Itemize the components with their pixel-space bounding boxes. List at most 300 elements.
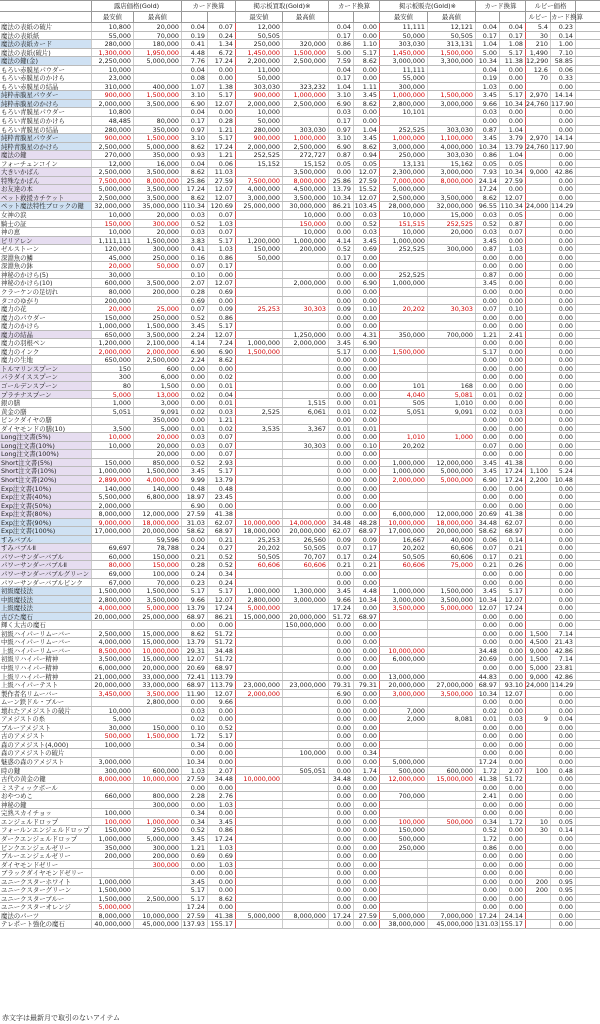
price-cell: 113.79	[208, 673, 236, 681]
price-cell	[428, 673, 476, 681]
price-cell: 1.03	[476, 83, 500, 91]
price-cell	[380, 664, 428, 672]
price-cell: 0.00	[551, 433, 576, 441]
price-cell: 0.00	[551, 356, 576, 364]
table-body	[0, 23, 600, 929]
price-cell: 3.45	[476, 467, 500, 475]
price-cell: 0.03	[182, 211, 208, 219]
price-cell: 0.00	[500, 356, 526, 364]
price-cell: 150,000	[92, 459, 134, 467]
price-cell: 41.38	[500, 459, 526, 467]
price-cell: 0.00	[354, 732, 380, 740]
item-name: もろい青膜星のかけら	[0, 117, 92, 125]
price-cell: 33,000,000	[134, 681, 182, 689]
price-cell	[428, 314, 476, 322]
price-cell	[134, 66, 182, 74]
price-cell: 24,000	[526, 681, 551, 689]
price-cell: 0.00	[182, 416, 208, 424]
price-cell	[134, 758, 182, 766]
price-cell: 25,000	[134, 305, 182, 313]
price-cell: 113.79	[208, 681, 236, 689]
price-cell: 0.69	[182, 297, 208, 305]
price-cell: 10.34	[354, 596, 380, 604]
price-cell: 0.07	[182, 305, 208, 313]
price-cell: 1.21	[208, 126, 236, 134]
price-cell: 68.97	[208, 664, 236, 672]
price-cell: 0.04	[476, 66, 500, 74]
price-cell: 0.00	[354, 698, 380, 706]
price-cell: 23,000,000	[236, 681, 283, 689]
price-cell	[526, 485, 551, 493]
price-cell	[526, 382, 551, 390]
price-cell: 200	[526, 878, 551, 886]
header-group-3: 掲示板買取(Gold)※	[236, 1, 329, 11]
price-cell: 0.00	[329, 801, 354, 809]
price-cell: 1.74	[354, 767, 380, 775]
price-cell: 7,500,000	[92, 177, 134, 185]
item-name: もろい赤膜星パウダー	[0, 66, 92, 74]
price-cell: 10,000	[92, 433, 134, 441]
price-cell	[428, 878, 476, 886]
price-cell	[283, 66, 329, 74]
price-cell: 0.00	[500, 792, 526, 800]
price-cell: 650,000	[92, 331, 134, 339]
price-cell: 0.00	[354, 450, 380, 458]
price-cell: 200,000	[92, 297, 134, 305]
price-cell	[428, 237, 476, 245]
price-cell: 17.24	[476, 912, 500, 920]
price-cell: 10,800	[92, 23, 134, 31]
table-row	[0, 527, 600, 536]
price-cell: 20,000	[134, 211, 182, 219]
table-row	[0, 271, 600, 280]
price-cell	[380, 878, 428, 886]
item-name: Short注文書(10%)	[0, 467, 92, 475]
price-cell	[526, 108, 551, 116]
price-cell: 150,000	[134, 724, 182, 732]
price-cell: 86.21	[208, 613, 236, 621]
price-cell: 11.38	[500, 57, 526, 65]
price-cell: 0.06	[208, 160, 236, 168]
price-cell: 0.00	[500, 493, 526, 501]
price-cell: 50,505	[380, 553, 428, 561]
table-row	[0, 151, 600, 160]
price-cell: 0.00	[500, 724, 526, 732]
price-cell: 0.03	[329, 108, 354, 116]
price-cell	[283, 690, 329, 698]
price-cell: 2,500,000	[283, 143, 329, 151]
price-cell: 0.00	[476, 579, 500, 587]
item-name: 魔法の鍵(金)	[0, 57, 92, 65]
price-cell: 0.00	[551, 391, 576, 399]
price-cell: 1,300,000	[283, 587, 329, 595]
price-cell: 0.00	[329, 784, 354, 792]
price-cell: 0.00	[208, 784, 236, 792]
price-cell: 151,515	[380, 220, 428, 228]
price-cell: 0.04	[208, 391, 236, 399]
price-cell	[236, 493, 283, 501]
price-cell: 110.34	[500, 202, 526, 210]
price-cell: 1,500,000	[134, 587, 182, 595]
price-cell: 0.00	[329, 331, 354, 339]
item-name: 魔力の生地	[0, 356, 92, 364]
price-cell: 3.45	[476, 459, 500, 467]
price-cell: 60,606	[428, 544, 476, 552]
price-cell: 100,000	[92, 818, 134, 826]
price-cell: 8,000,000	[134, 177, 182, 185]
price-cell: 27.59	[182, 912, 208, 920]
price-cell: 3,500,000	[134, 279, 182, 287]
price-cell	[380, 749, 428, 757]
price-cell: 2.07	[182, 279, 208, 287]
price-cell: 0.00	[329, 715, 354, 723]
price-cell: 0.87	[476, 245, 500, 253]
price-cell: 1,500,000	[428, 587, 476, 595]
price-cell	[236, 485, 283, 493]
price-cell	[236, 707, 283, 715]
price-cell: 1,500,000	[134, 322, 182, 330]
item-name: 女神の涙	[0, 211, 92, 219]
price-cell: 6,800,000	[134, 493, 182, 501]
price-cell: 3.45	[476, 587, 500, 595]
price-cell: 5.17	[500, 49, 526, 57]
price-cell: 2,000,000	[134, 348, 182, 356]
price-cell: 0.00	[551, 459, 576, 467]
price-cell: 5,000,000	[380, 185, 428, 193]
price-cell: 17.24	[476, 758, 500, 766]
price-cell	[236, 655, 283, 663]
price-cell	[134, 502, 182, 510]
price-cell: 9,000	[526, 647, 551, 655]
price-cell: 0.00	[476, 869, 500, 877]
price-cell: 0.00	[551, 108, 576, 116]
price-cell	[526, 459, 551, 467]
price-cell: 0.00	[551, 485, 576, 493]
price-cell	[283, 826, 329, 834]
price-cell: 10,101	[380, 108, 428, 116]
price-cell: 0.00	[551, 450, 576, 458]
price-cell: 0.00	[500, 707, 526, 715]
price-cell: 0.17	[329, 553, 354, 561]
price-cell: 1,000,000	[283, 237, 329, 245]
price-cell: 0.00	[329, 878, 354, 886]
price-cell: 3,500,000	[134, 194, 182, 202]
price-cell: 11.03	[208, 168, 236, 176]
item-name: 純粋赤膜星のかけら	[0, 100, 92, 108]
price-cell: 4.14	[182, 339, 208, 347]
price-cell: 0.01	[208, 399, 236, 407]
price-cell: 0.03	[476, 108, 500, 116]
price-cell	[283, 698, 329, 706]
price-cell	[283, 117, 329, 125]
price-cell: 60,606	[428, 553, 476, 561]
price-cell: 18,000,000	[236, 527, 283, 535]
price-cell	[526, 852, 551, 860]
price-cell: 12,000	[92, 160, 134, 168]
price-cell: 0.00	[329, 442, 354, 450]
price-cell: 0.00	[354, 117, 380, 125]
price-cell: 3.10	[182, 91, 208, 99]
price-cell	[283, 895, 329, 903]
price-cell: 51.72	[208, 655, 236, 663]
price-cell: 0.00	[208, 886, 236, 894]
price-cell: 0.03	[182, 433, 208, 441]
header-col-10: 最高値	[428, 12, 476, 22]
item-name: ユニークスターグリーン	[0, 886, 92, 894]
table-row	[0, 459, 600, 468]
price-cell: 131.03	[476, 920, 499, 929]
price-cell: 0.00	[551, 288, 576, 296]
price-cell: 0.00	[208, 749, 236, 757]
table-row	[0, 373, 600, 382]
table-row	[0, 715, 600, 724]
price-cell: 0.00	[208, 108, 236, 116]
table-row	[0, 767, 600, 776]
price-cell: 0.00	[551, 621, 576, 629]
price-cell: 10.34	[329, 194, 354, 202]
price-cell	[92, 861, 134, 869]
price-cell: 600,000	[428, 767, 476, 775]
price-cell: 15,000	[428, 211, 476, 219]
price-cell: 350,000	[134, 126, 182, 134]
price-cell: 0.00	[476, 895, 500, 903]
price-cell: 0.00	[354, 844, 380, 852]
price-cell: 0.05	[551, 818, 576, 826]
table-row	[0, 339, 600, 348]
price-cell: 0.00	[329, 493, 354, 501]
price-cell: 150,000	[283, 220, 329, 228]
price-cell: 70,000	[134, 32, 182, 40]
price-cell: 13.79	[208, 476, 236, 484]
price-cell: 0.00	[354, 647, 380, 655]
price-cell: 0.00	[329, 476, 354, 484]
price-cell: 3,367	[283, 425, 329, 433]
price-cell: 11,111	[380, 66, 428, 74]
price-cell: 0.00	[182, 450, 208, 458]
price-cell: 0.24	[208, 32, 236, 40]
table-row	[0, 108, 600, 117]
price-cell: 0.00	[551, 844, 576, 852]
price-cell: 3,500,000	[428, 690, 476, 698]
price-cell: 400,000	[134, 83, 182, 91]
price-cell: 0.00	[500, 373, 526, 381]
price-cell	[283, 373, 329, 381]
price-cell: 0.07	[476, 442, 500, 450]
price-cell: 0.07	[208, 442, 236, 450]
item-name: ペット魔法特性ブロックの鍵	[0, 202, 92, 210]
price-cell	[92, 416, 134, 424]
item-name: 魔力の花	[0, 305, 92, 313]
price-cell: 2,000,000	[92, 348, 134, 356]
price-cell: 0.00	[500, 647, 526, 655]
price-cell: 0.00	[551, 579, 576, 587]
price-cell: 0.00	[354, 476, 380, 484]
price-cell: 17.24	[208, 604, 236, 612]
price-cell: 0.07	[329, 544, 354, 552]
price-cell	[526, 570, 551, 578]
price-cell: 5.17	[182, 895, 208, 903]
price-cell: 3,500,000	[134, 331, 182, 339]
item-name: ブルーエンジェルゼリー	[0, 852, 92, 860]
price-cell	[526, 544, 551, 552]
price-cell: 0.00	[476, 886, 500, 894]
price-cell: 3.45	[182, 835, 208, 843]
price-cell: 5.17	[500, 91, 526, 99]
price-cell	[236, 433, 283, 441]
table-row	[0, 66, 600, 75]
price-cell: 0.34	[182, 818, 208, 826]
price-cell: 0.00	[182, 382, 208, 390]
price-cell: 2.93	[208, 459, 236, 467]
price-cell: 20,000,000	[134, 664, 182, 672]
price-cell: 0.00	[354, 254, 380, 262]
price-cell: 27.59	[182, 510, 208, 518]
price-cell	[380, 493, 428, 501]
price-cell: 350,000	[134, 416, 182, 424]
price-cell: 45,000,000	[428, 920, 476, 928]
price-cell: 9,000,000	[92, 519, 134, 527]
item-name: 古のアメジスト	[0, 732, 92, 740]
price-cell	[283, 844, 329, 852]
price-cell: 0.00	[476, 861, 500, 869]
table-row	[0, 630, 600, 639]
item-name: 初級魔技法	[0, 587, 92, 595]
header-col-2: 最高値	[134, 12, 182, 22]
price-cell	[236, 698, 283, 706]
header-col-4	[208, 12, 236, 22]
price-cell: 120.69	[208, 202, 236, 210]
item-name: もろい青膜星の結晶	[0, 126, 92, 134]
item-name: 初級ハイパーリムーバー	[0, 630, 92, 638]
header-row-columns	[0, 12, 600, 23]
price-cell: 1,000,000	[92, 835, 134, 843]
price-cell: 350,000	[134, 151, 182, 159]
price-cell: 3.83	[182, 237, 208, 245]
price-cell: 0.00	[354, 23, 380, 31]
price-cell: 1.72	[476, 767, 500, 775]
item-name: 魔法の鍵	[0, 151, 92, 159]
price-cell: 0.00	[329, 852, 354, 860]
price-cell: 0.17	[208, 262, 236, 270]
price-cell: 0.00	[329, 399, 354, 407]
price-cell: 3,500,000	[134, 185, 182, 193]
price-cell: 13,000	[134, 391, 182, 399]
price-cell	[236, 741, 283, 749]
table-row	[0, 861, 600, 870]
price-cell	[236, 724, 283, 732]
price-cell: 0.97	[182, 126, 208, 134]
item-name: 魔力の羽根ペン	[0, 339, 92, 347]
price-cell: 0.00	[182, 861, 208, 869]
price-cell: 34.48	[476, 647, 500, 655]
price-cell: 0.97	[329, 126, 354, 134]
price-cell: 10,000	[92, 707, 134, 715]
price-cell: 0.00	[500, 425, 526, 433]
price-cell: 110.34	[182, 202, 208, 210]
price-cell: 1.21	[182, 844, 208, 852]
price-cell: 20,000	[134, 228, 182, 236]
price-cell	[380, 638, 428, 646]
item-name: 神秘の鍵	[0, 801, 92, 809]
item-name: 銀の膳	[0, 399, 92, 407]
price-cell: 1,000,000	[92, 878, 134, 886]
price-cell: 80,000	[134, 117, 182, 125]
price-cell	[134, 108, 182, 116]
header-group-7: ルビー価格	[526, 1, 576, 11]
price-cell	[428, 271, 476, 279]
price-cell: 0.00	[354, 108, 380, 116]
price-cell: 0.48	[182, 485, 208, 493]
price-cell: 7.93	[476, 168, 500, 176]
price-cell: 0.01	[182, 425, 208, 433]
price-cell	[236, 621, 283, 629]
price-cell: 14.14	[551, 134, 576, 142]
price-cell: 1.03	[208, 861, 236, 869]
price-cell: 0.03	[476, 228, 500, 236]
table-row	[0, 749, 600, 758]
price-cell	[283, 647, 329, 655]
price-cell	[236, 732, 283, 740]
item-name: ゼルストーン	[0, 245, 92, 253]
price-cell: 70	[526, 74, 551, 82]
table-row	[0, 698, 600, 707]
price-cell: 12.07	[500, 596, 526, 604]
price-cell: 50,000	[380, 32, 428, 40]
price-cell: 900,000	[236, 91, 283, 99]
price-cell	[526, 442, 551, 450]
price-cell: 10,000,000	[380, 647, 428, 655]
price-cell: 80	[92, 382, 134, 390]
price-cell: 0.07	[500, 228, 526, 236]
price-cell: 660,000	[92, 792, 134, 800]
price-cell: 12.07	[354, 168, 380, 176]
price-cell	[428, 493, 476, 501]
price-cell: 10,000	[380, 211, 428, 219]
table-row	[0, 681, 600, 690]
price-cell	[283, 271, 329, 279]
price-cell: 51.72	[208, 638, 236, 646]
price-cell: 1,500,000	[283, 49, 329, 57]
item-name: 深淵魚の鱗	[0, 254, 92, 262]
price-cell: 2,800,000	[92, 596, 134, 604]
price-cell	[236, 365, 283, 373]
price-cell: 1,000,000	[380, 467, 428, 475]
price-cell: 0.86	[329, 40, 354, 48]
price-cell: 2,000,000	[236, 100, 283, 108]
price-cell: 0.00	[551, 536, 576, 544]
price-cell: 21,000,000	[92, 673, 134, 681]
price-cell: 5,000,000	[134, 835, 182, 843]
price-cell: 0.27	[208, 544, 236, 552]
price-cell: 150,000	[92, 826, 134, 834]
price-cell: 12.07	[208, 100, 236, 108]
price-cell: 32,000,000	[428, 202, 476, 210]
price-cell: 9.99	[182, 476, 208, 484]
price-cell: 1,300,000	[92, 49, 134, 57]
price-cell	[380, 262, 428, 270]
price-cell	[283, 638, 329, 646]
price-cell: 100,000	[92, 741, 134, 749]
price-cell: 700,000	[428, 331, 476, 339]
price-cell: 0.02	[476, 408, 500, 416]
price-cell: 0.00	[551, 237, 576, 245]
price-cell: 250,000	[134, 314, 182, 322]
price-cell: 0.52	[182, 826, 208, 834]
price-cell: 58.62	[476, 527, 500, 535]
price-cell: 0.00	[500, 809, 526, 817]
price-cell	[526, 356, 551, 364]
price-cell	[236, 852, 283, 860]
